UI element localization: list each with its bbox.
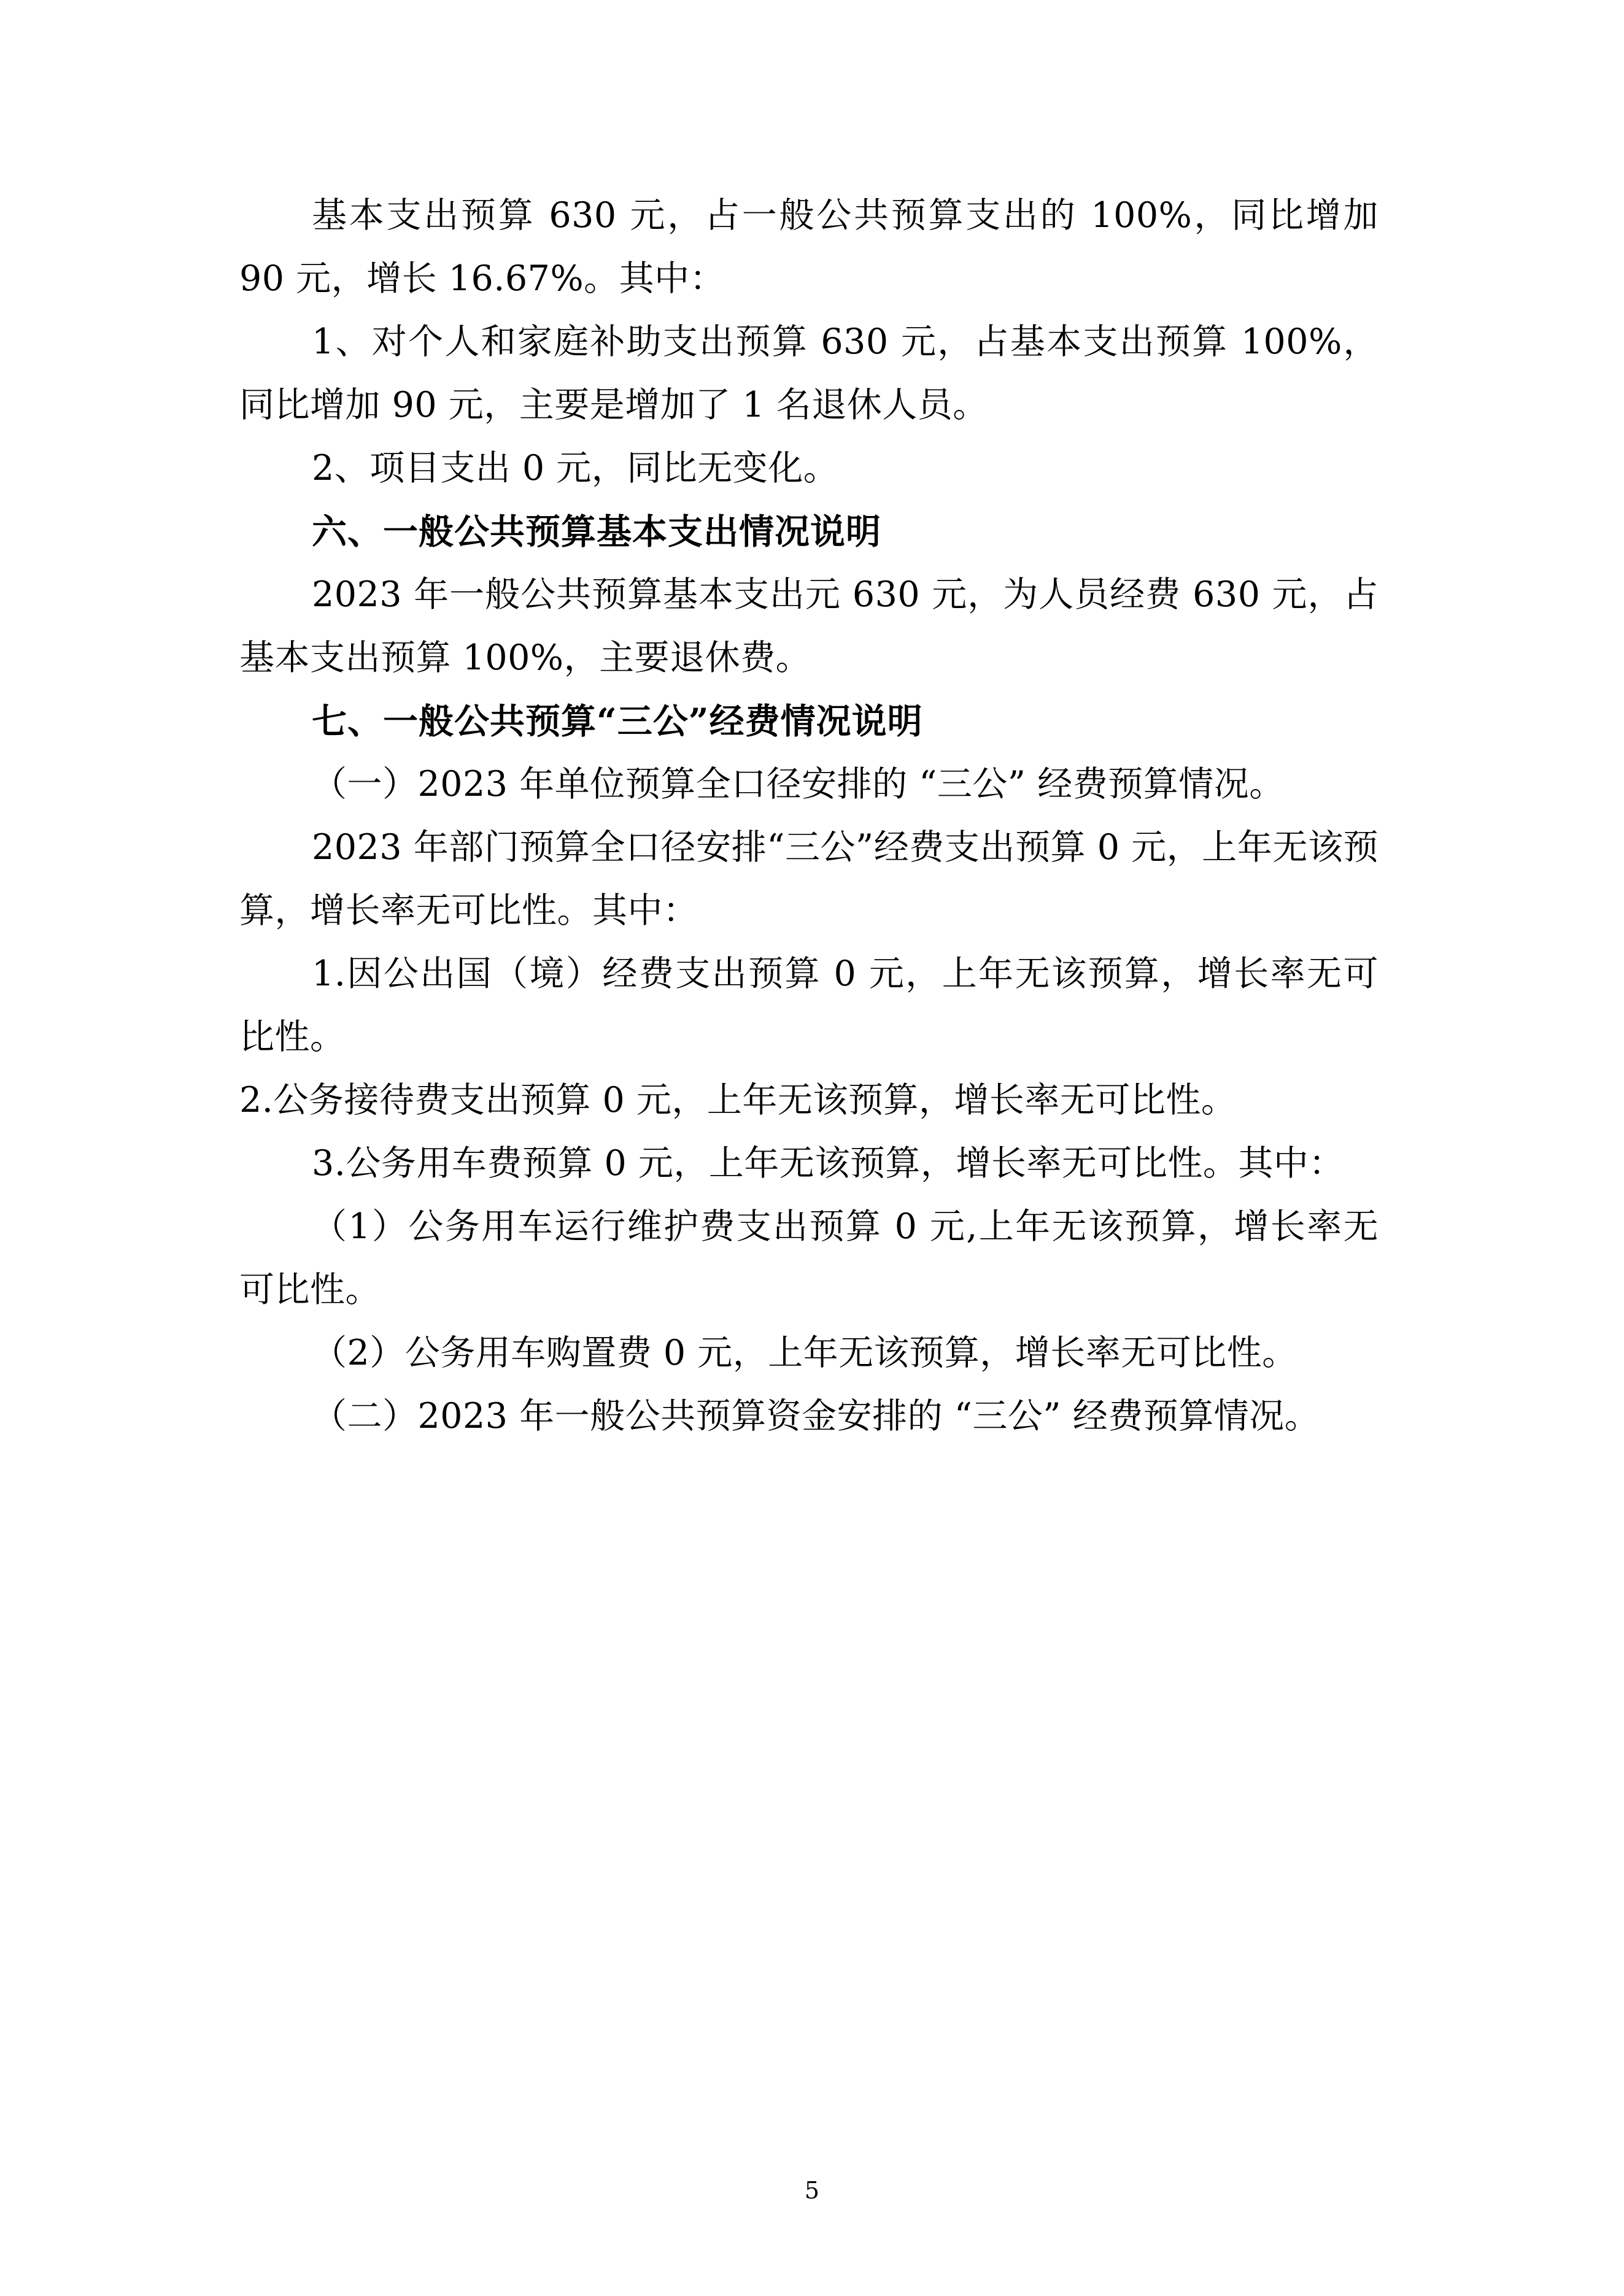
paragraph-item-3-2-vehicle-purchase: （2）公务用车购置费 0 元，上年无该预算，增长率无可比性。	[312, 1333, 1297, 1373]
paragraph-section-six-body: 2023 年一般公共预算基本支出元 630 元，为人员经费 630 元，占基本支出预算 100%，主要退休费。	[239, 574, 1378, 678]
paragraph-item-2-project-expenditure: 2、项目支出 0 元，同比无变化。	[312, 448, 839, 488]
paragraph-item-3-1-vehicle-maintenance: （1）公务用车运行维护费支出预算 0 元,上年无该预算，增长率无可比性。	[239, 1206, 1378, 1310]
heading-section-seven: 七、一般公共预算“三公”经费情况说明	[312, 701, 923, 742]
document-body	[239, 184, 1378, 1448]
paragraph-subsection-one-title: （一）2023 年单位预算全口径安排的 “三公” 经费预算情况。	[312, 764, 1285, 804]
paragraph-basic-expenditure-budget: 基本支出预算 630 元，占一般公共预算支出的 100%，同比增加 90 元，增长 16.67%。其中：	[239, 195, 1378, 299]
paragraph-subsection-two-title: （二）2023 年一般公共预算资金安排的 “三公” 经费预算情况。	[312, 1396, 1320, 1436]
paragraph-item-3-official-vehicle: 3.公务用车费预算 0 元，上年无该预算，增长率无可比性。其中：	[312, 1143, 1344, 1184]
paragraph-subsection-one-body: 2023 年部门预算全口径安排“三公”经费支出预算 0 元，上年无该预算，增长率无可比性。其中：	[239, 827, 1378, 931]
paragraph-item-1-household-subsidy: 1、对个人和家庭补助支出预算 630 元，占基本支出预算 100%，同比增加 90 元，主要是增加了 1 名退休人员。	[239, 322, 1378, 425]
heading-section-six: 六、一般公共预算基本支出情况说明	[312, 511, 881, 552]
paragraph-item-2-official-reception: 2.公务接待费支出预算 0 元，上年无该预算，增长率无可比性。	[239, 1080, 1237, 1120]
page-number: 5	[804, 2177, 820, 2204]
paragraph-item-1-overseas-travel: 1.因公出国（境）经费支出预算 0 元，上年无该预算，增长率无可比性。	[239, 953, 1378, 1057]
